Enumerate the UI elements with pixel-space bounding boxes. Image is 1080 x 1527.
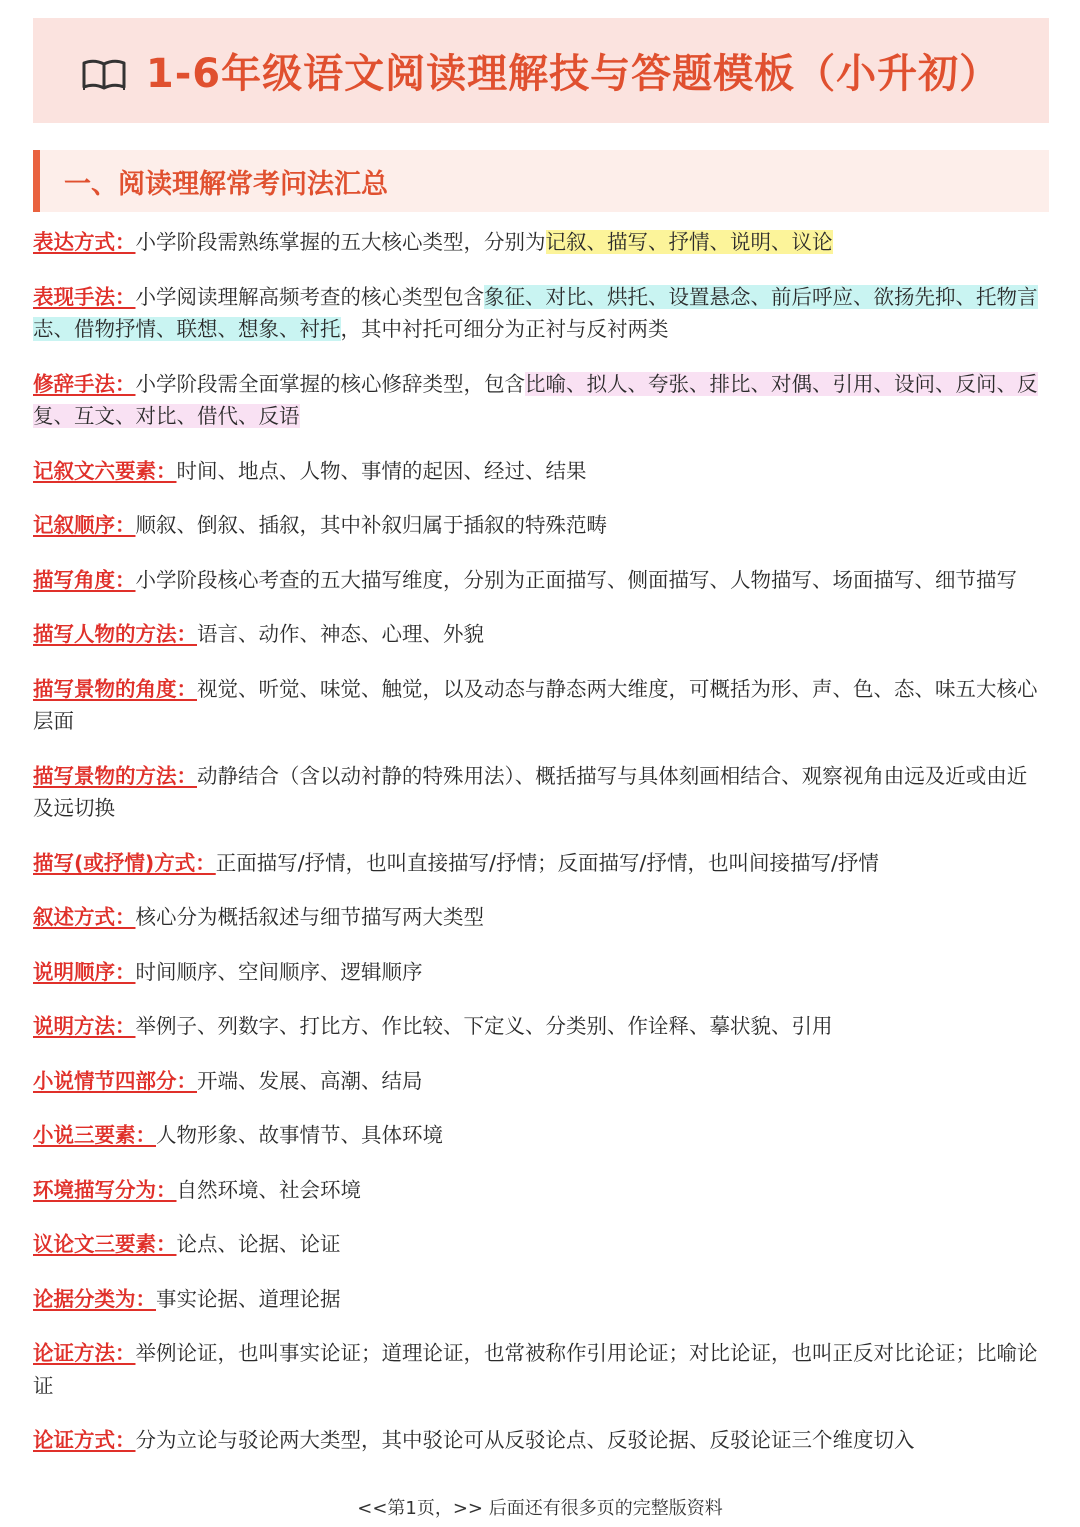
- item-text: 开端、发展、高潮、结局: [197, 1068, 423, 1093]
- list-item: [33, 901, 1043, 934]
- list-item: [33, 1337, 1043, 1402]
- item-text: 事实论据、道理论据: [156, 1286, 341, 1311]
- item-label: 描写(或抒情)方式：: [33, 850, 216, 875]
- item-text: 人物形象、故事情节、具体环境: [156, 1123, 443, 1147]
- item-label: 议论文三要素：: [33, 1232, 177, 1256]
- item-text: 核心分为概括叙述与细节描写两大类型: [135, 905, 484, 929]
- item-label: 描写景物的角度：: [33, 676, 197, 701]
- item-text: 举例子、列数字、打比方、作比较、下定义、分类别、作诠释、摹状貌、引用: [135, 1014, 833, 1038]
- item-text: 论点、论据、论证: [176, 1232, 341, 1256]
- item-label: 环境描写分为：: [33, 1177, 177, 1202]
- list-item: [33, 1283, 1043, 1316]
- item-label: 表现手法：: [33, 284, 136, 309]
- item-text: 时间顺序、空间顺序、逻辑顺序: [135, 959, 423, 984]
- item-label: 论证方法：: [33, 1341, 136, 1365]
- item-text: 小学阶段核心考查的五大描写维度，分别为正面描写、侧面描写、人物描写、场面描写、细节描写: [135, 567, 1017, 592]
- item-text: 小学阅读理解高频考查的核心类型包含: [135, 284, 484, 309]
- item-tail: ，其中衬托可细分为正衬与反衬两类: [340, 317, 669, 341]
- item-text: 顺叙、倒叙、插叙，其中补叙归属于插叙的特殊范畴: [135, 513, 607, 537]
- item-text: 正面描写/抒情，也叫直接描写/抒情；反面描写/抒情，也叫间接描写/抒情: [215, 850, 879, 875]
- section-header: [33, 150, 1049, 212]
- item-highlight: 象征、对比、烘托、设置悬念、前后呼应、欲扬先抑、托物言志、借物抒情、联想、想象、衬托: [33, 284, 1038, 341]
- item-label: 叙述方式：: [33, 905, 136, 929]
- list-item: [33, 281, 1043, 346]
- list-item: [33, 673, 1043, 738]
- item-label: 修辞手法：: [33, 371, 136, 396]
- item-text: 自然环境、社会环境: [176, 1177, 361, 1202]
- list-item: [33, 455, 1043, 488]
- item-text: 视觉、听觉、味觉、触觉，以及动态与静态两大维度，可概括为形、声、色、态、味五大核心层面: [33, 676, 1038, 733]
- page-title: 1-6年级语文阅读理解技与答题模板（小升初）: [145, 51, 1001, 97]
- item-label: 描写人物的方法：: [33, 622, 197, 646]
- list-item: [33, 760, 1043, 825]
- item-label: 记叙文六要素：: [33, 458, 177, 483]
- list-item: [33, 847, 1043, 880]
- item-label: 记叙顺序：: [33, 513, 136, 537]
- list-item: [33, 1174, 1043, 1207]
- section-title: 一、阅读理解常考问法汇总: [64, 168, 388, 200]
- item-highlight: 比喻、拟人、夸张、排比、对偶、引用、设问、反问、反复、互文、对比、借代、反语: [33, 371, 1038, 428]
- list-item: [33, 564, 1043, 597]
- item-text: 语言、动作、神态、心理、外貌: [197, 622, 484, 646]
- item-label: 说明顺序：: [33, 959, 136, 984]
- list-item: [33, 1119, 1043, 1152]
- item-text: 举例论证，也叫事实论证；道理论证，也常被称作引用论证；对比论证，也叫正反对比论证；比喻论证: [33, 1341, 1038, 1398]
- book-icon: [82, 57, 126, 91]
- item-text: 分为立论与驳论两大类型，其中驳论可从反驳论点、反驳论据、反驳论证三个维度切入: [135, 1428, 915, 1452]
- item-label: 论证方式：: [33, 1428, 136, 1452]
- item-label: 论据分类为：: [33, 1286, 156, 1311]
- item-text: 小学阶段需熟练掌握的五大核心类型，分别为: [135, 230, 546, 254]
- content-list: [33, 226, 1043, 1479]
- list-item: [33, 1065, 1043, 1098]
- item-label: 说明方法：: [33, 1014, 136, 1038]
- list-item: [33, 956, 1043, 989]
- item-text: 小学阶段需全面掌握的核心修辞类型，包含: [135, 371, 525, 396]
- item-label: 表达方式：: [33, 230, 136, 254]
- list-item: [33, 1228, 1043, 1261]
- list-item: [33, 1010, 1043, 1043]
- item-highlight: 记叙、描写、抒情、说明、议论: [545, 230, 833, 254]
- item-text: 动静结合（含以动衬静的特殊用法）、概括描写与具体刻画相结合、观察视角由远及近或由近及远切换: [33, 763, 1028, 820]
- item-label: 描写景物的方法：: [33, 763, 197, 788]
- footer-note: <<第1页，>> 后面还有很多页的完整版资料: [357, 1498, 723, 1519]
- item-label: 小说三要素：: [33, 1123, 156, 1147]
- list-item: [33, 618, 1043, 651]
- list-item: [33, 226, 1043, 259]
- list-item: [33, 1424, 1043, 1457]
- list-item: [33, 368, 1043, 433]
- list-item: [33, 509, 1043, 542]
- item-text: 时间、地点、人物、事情的起因、经过、结果: [176, 458, 587, 483]
- item-label: 描写角度：: [33, 567, 136, 592]
- title-banner: [33, 18, 1049, 123]
- item-label: 小说情节四部分：: [33, 1068, 197, 1093]
